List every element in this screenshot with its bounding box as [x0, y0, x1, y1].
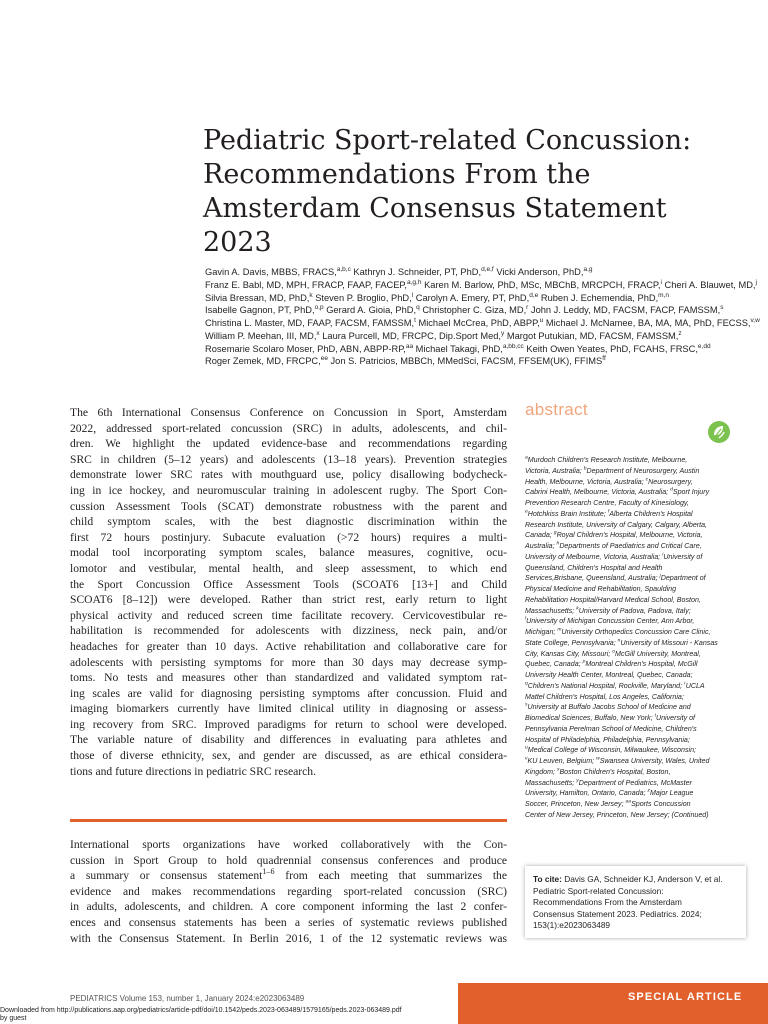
text-run: Sports Concussion	[631, 800, 691, 808]
text-run: Silvia Bressan, MD, PhD,	[205, 292, 310, 303]
text-run: University at Buffalo Jacobs School of Medicine and	[527, 703, 691, 712]
superscript: e	[525, 509, 528, 515]
text-run: evidence and makes recommendations regarding sport-related concussion (SRC)	[70, 884, 507, 898]
superscript: o,p	[314, 304, 324, 312]
affiliation-line	[525, 649, 750, 660]
abstract-body	[70, 405, 507, 779]
text-run: Vicki Anderson, PhD,	[493, 267, 584, 277]
superscript: i	[662, 552, 664, 558]
superscript: v	[525, 756, 528, 762]
text-run: Rosemarie Scolaro Moser, PhD, ABN, ABPP-RP,	[205, 343, 406, 354]
affiliation-line	[525, 745, 750, 756]
text-run: Research Institute, University of Calgary, Calgary, Alberta,	[525, 520, 708, 529]
text-run: Soccer, Princeton, New Jersey;	[525, 800, 626, 808]
superscript: l	[411, 291, 414, 299]
text-run: Center of New Jersey, Princeton, New Jersey; (Continued)	[525, 810, 709, 819]
text-run: Ruben J. Echemendia, PhD,	[538, 292, 659, 303]
abstract-line: demonstrate lower SRC rates with mouthguard use, policy disallowing bodycheck-	[70, 468, 507, 482]
superscript: y	[501, 329, 505, 337]
introduction-body	[70, 837, 507, 946]
section-divider	[70, 819, 507, 822]
text-run: Victoria, Australia;	[525, 466, 584, 475]
text-run: Neurosurgery,	[648, 477, 693, 486]
superscript: t	[654, 713, 656, 719]
intro-line	[70, 868, 507, 884]
text-run: University Orthopedics Concussion Care Clinic,	[561, 628, 711, 636]
download-line: Downloaded from http://publications.aap.org/pediatrics/article-pdf/doi/10.1542/peds.2023-063489/1579165/peds.2023-063489.pdf	[0, 1007, 402, 1014]
text-run: Gerard A. Gioia, PhD,	[323, 305, 417, 316]
text-run: Major League	[649, 789, 694, 798]
superscript: d,e,f	[481, 265, 494, 273]
intro-line	[70, 899, 507, 915]
citation-line: 153(1):e2023063489	[533, 920, 611, 931]
affiliation-line	[525, 756, 750, 767]
affiliation-line	[525, 799, 750, 810]
text-run: UCLA	[685, 681, 705, 690]
abstract-line: dren. We highlight the updated evidence-base and recommendations regarding	[70, 437, 507, 451]
title-line: Amsterdam Consensus Statement	[203, 193, 667, 224]
affiliation-line	[525, 520, 750, 531]
author-line	[205, 266, 745, 279]
text-run: University, Hamilton, Ontario, Canada;	[525, 789, 648, 798]
text-run: Karen M. Barlow, PhD, MSc, MBChB, MRCPCH, FRACP,	[421, 279, 661, 290]
superscript: u	[539, 316, 544, 324]
superscript: q	[416, 304, 420, 312]
text-run: Sport Injury	[672, 488, 710, 497]
superscript: f	[607, 509, 610, 515]
abstract-line: cussion Assessment Tools (SCAT) demonstrate robustness with the parent and	[70, 499, 507, 513]
abstract-heading: abstract	[525, 400, 588, 419]
text-run: Gavin A. Davis, MBBS, FRACS,	[205, 267, 337, 277]
author-line	[205, 278, 757, 292]
superscript: p	[582, 659, 586, 665]
superscript: u	[525, 745, 528, 751]
superscript: l	[525, 616, 527, 622]
text-run: Jon S. Patricios, MBBCh, MMedSci, FACSM, FFSEM(UK), FFIMS	[327, 356, 603, 367]
abstract-line: adolescents with persisting symptoms for more than 30 days may decrease symp-	[70, 655, 507, 669]
text-run: University of Michigan Concussion Center, Ann Arbor,	[526, 617, 695, 626]
affiliation-line	[525, 810, 750, 821]
text-run: University Health Center, Montreal, Quebec, Canada;	[525, 671, 693, 679]
author-line	[205, 316, 760, 330]
abstract-line: lomotor and vestibular, mental health, and sleep assessment, to which end	[70, 561, 507, 575]
superscript: ee	[320, 355, 328, 363]
text-run: Health, Melbourne, Victoria, Australia;	[525, 477, 646, 486]
text-run: Massachusetts;	[525, 778, 577, 787]
affiliation-line	[525, 670, 750, 681]
text-run: Michael J. McNamee, BA, MA, MA, PhD, FECSS,	[543, 318, 751, 328]
affiliation-line	[525, 573, 750, 584]
abstract-line: modal tool incorporating symptom scales, balance measures, cognitive, ocu-	[70, 546, 507, 560]
affiliation-line	[525, 616, 750, 627]
text-run: Michael Takagi, PhD,	[413, 343, 503, 354]
title-line: Pediatric Sport-related Concussion:	[203, 125, 692, 156]
superscript: r	[684, 681, 686, 687]
superscript: a,g,h	[407, 278, 422, 286]
superscript: 1–6	[262, 867, 275, 877]
affiliation-line	[525, 563, 750, 574]
superscript: k	[309, 291, 313, 299]
superscript: w	[596, 756, 600, 762]
abstract-line: ing in ice hockey, and neuromuscular training in adolescent rugby. The Sport Con-	[70, 483, 507, 497]
text-run: Royal Children's Hospital, Melbourne, Victoria,	[556, 531, 703, 540]
superscript: aa	[625, 799, 632, 805]
text-run: Roger Zemek, MD, FRCPC,	[205, 356, 321, 367]
abstract-line: ing scales are valid for diagnosing persisting symptoms after concussion. Fluid and	[70, 686, 507, 700]
text-run: University of Padova, Padova, Italy;	[578, 606, 691, 615]
text-run: from each meeting that summarizes the	[274, 869, 507, 883]
affiliation-line	[525, 487, 750, 498]
text-run: Margot Putukian, MD, FACSM, FAMSSM,	[504, 330, 679, 341]
affiliation-line	[525, 509, 750, 520]
text-run: Queensland, Children's Hospital and Health	[525, 563, 663, 572]
abstract-line: SCOAT6 [8–12]) were developed. Rather than strict rest, early return to light	[70, 593, 507, 607]
superscript: m,n	[658, 291, 670, 299]
text-run: Biomedical Sciences, Buffalo, New York;	[525, 714, 655, 722]
text-run: Physical Medicine and Rehabilitation, Spaulding	[525, 585, 677, 593]
superscript: j	[755, 278, 757, 286]
affiliation-line	[525, 692, 750, 703]
abstract-line: habilitation is recommended for adolescents with dizziness, neck pain, and/or	[70, 624, 507, 638]
abstract-line: imaging biomarkers currently have limited clinical utility in diagnosing or assess-	[70, 702, 507, 716]
text-run: Massachusetts;	[525, 606, 577, 615]
citation-line	[533, 874, 738, 886]
text-run: University of	[655, 714, 696, 722]
text-run: Department of	[660, 574, 706, 583]
text-run: Cabrini Health, Melbourne, Victoria, Australia;	[525, 488, 671, 497]
superscript: y	[576, 778, 579, 784]
superscript: ff	[602, 355, 606, 363]
intro-line	[70, 837, 507, 853]
affiliation-line	[525, 498, 750, 509]
text-run: Franz E. Babl, MD, MPH, FRACP, FAAP, FACEP,	[205, 279, 408, 290]
download-line: by guest	[0, 1015, 27, 1022]
text-run: Department of Pediatrics, McMaster	[578, 778, 692, 787]
superscript: q	[525, 681, 528, 687]
text-run: Hotchkiss Brain Institute;	[527, 509, 608, 518]
superscript: t	[414, 316, 416, 324]
affiliation-line	[525, 767, 750, 778]
intro-line	[70, 931, 507, 947]
superscript: d,e	[529, 291, 539, 299]
affiliation-line	[525, 702, 750, 713]
citation-text: Davis GA, Schneider KJ, Anderson V, et al.	[561, 874, 723, 884]
affiliation-line	[525, 466, 750, 477]
citation-line: Recommendations From the Amsterdam	[533, 897, 682, 908]
text-run: Carolyn A. Emery, PT, PhD,	[413, 292, 530, 303]
text-run: with the Consensus Statement. In Berlin 2016, 1 of the 12 systematic reviews was	[70, 931, 507, 945]
text-run: John J. Leddy, MD, FACSM, FACP, FAMSSM,	[528, 305, 721, 316]
text-run: International sports organizations have worked collaboratively with the Con-	[70, 838, 507, 851]
superscript: i	[660, 278, 662, 286]
text-run: Cheri A. Blauwet, MD,	[661, 279, 756, 290]
superscript: v,w	[750, 316, 760, 324]
text-run: Mattel Children's Hospital, Los Angeles, California;	[525, 692, 684, 701]
text-run: Rehabilitation Hospital/Harvard Medical School, Boston,	[525, 595, 701, 604]
text-run: Kathryn J. Schneider, PT, PhD,	[350, 267, 482, 277]
superscript: n	[617, 638, 621, 644]
journal-footer: PEDIATRICS Volume 153, number 1, January 2024:e2023063489	[70, 994, 305, 1003]
affiliation-line	[525, 552, 750, 563]
text-run: Boston Children's Hospital, Boston,	[559, 767, 671, 776]
affiliation-line	[525, 681, 750, 692]
text-run: Quebec, Canada;	[525, 660, 583, 669]
superscript: k	[576, 606, 579, 612]
abstract-line: those of diverse ethnicity, sex, and gender are discussed, as are ethical considera-	[70, 749, 507, 763]
intro-line	[70, 915, 507, 931]
text-run: Children's National Hospital, Rockville, Maryland;	[527, 681, 685, 690]
text-run: in adults, adolescents, and children. A core component informing the last 2 confer-	[70, 900, 507, 914]
affiliation-line	[525, 713, 750, 724]
superscript: o	[612, 649, 616, 655]
text-run: Medical College of Wisconsin, Milwaukee, Wisconsin;	[527, 746, 696, 755]
author-line	[205, 292, 745, 305]
author-line	[205, 343, 745, 356]
superscript: b	[583, 466, 587, 472]
text-run: Australia;	[525, 542, 557, 550]
abstract-line: 2022, addressed sport-related concussion (SRC) in adults, adolescents, and chil-	[70, 421, 507, 435]
text-run: City, Kansas City, Missouri;	[525, 649, 613, 658]
abstract-line: ing recovery from SRC. Improved paradigms for return to school were developed.	[70, 717, 507, 731]
abstract-line: the Sport Concussion Office Assessment Tools (SCOAT6 [13+] and Child	[70, 577, 507, 591]
download-notice	[0, 1007, 402, 1023]
text-run: Canada;	[525, 531, 554, 540]
abstract-line: The 6th International Consensus Conference on Concussion in Sport, Amsterdam	[70, 406, 507, 419]
text-run: Keith Owen Yeates, PhD, FCAHS, FRSC,	[523, 343, 698, 354]
abstract-line: first 72 hours postinjury. Subacute evaluation (>72 hours) requires a multi-	[70, 530, 507, 544]
abstract-line: physical activity and reduced screen time facilitate recovery. Cervicovestibular re-	[70, 608, 507, 622]
title-line: Recommendations From the	[203, 159, 591, 190]
superscript: s	[525, 702, 528, 708]
abstract-line: toms. No tests and measures other than standardized and validated symptom rat-	[70, 671, 507, 685]
affiliation-line	[525, 541, 750, 552]
author-list	[205, 265, 760, 368]
superscript: m	[557, 627, 562, 633]
intro-line	[70, 853, 507, 869]
affiliation-line	[525, 638, 750, 649]
citation-line: Consensus Statement 2023. Pediatrics. 2024;	[533, 908, 702, 919]
citation-line: Pediatric Sport-related Concussion:	[533, 885, 664, 896]
affiliation-line	[525, 659, 750, 670]
affiliation-line	[525, 477, 750, 488]
superscript: s	[720, 304, 724, 312]
text-run: ences and consensus statements has been a series of systematic reviews published	[70, 915, 507, 929]
citation-label: To cite:	[533, 874, 562, 884]
article-title	[203, 124, 703, 260]
author-line	[205, 330, 745, 343]
superscript: g	[553, 530, 557, 536]
affiliation-line	[525, 595, 750, 606]
superscript: x	[556, 767, 560, 773]
superscript: e,dd	[697, 342, 711, 350]
text-run: Swansea University, Wales, United	[599, 757, 710, 765]
text-run: Isabelle Gagnon, PT, PhD,	[205, 305, 315, 316]
superscript: d	[670, 487, 673, 493]
superscript: aa	[405, 342, 414, 350]
text-run: Michigan;	[525, 628, 558, 636]
citation-box	[525, 866, 746, 938]
text-run: Laura Purcell, MD, FRCPC, Dip.Sport Med,	[319, 330, 502, 341]
article-type-banner	[458, 983, 768, 1024]
superscript: z	[678, 329, 682, 337]
affiliation-line	[525, 735, 750, 746]
superscript: a,bb,cc	[502, 342, 524, 350]
text-run: William P. Meehan, III, MD,	[205, 330, 317, 341]
text-run: Murdoch Children's Research Institute, Melbourne,	[527, 456, 688, 464]
author-line	[205, 355, 745, 368]
superscript: x	[316, 329, 320, 337]
superscript: a	[525, 455, 528, 461]
text-run: Steven P. Broglio, PhD,	[312, 292, 412, 303]
text-run: University of Missouri - Kansas	[620, 638, 718, 647]
affiliation-line	[525, 606, 750, 617]
title-line: 2023	[203, 227, 272, 258]
text-run: University of Melbourne, Victoria, Australia;	[525, 552, 663, 561]
text-run: McGill University, Montreal,	[615, 649, 701, 658]
text-run: Kingdom;	[525, 767, 557, 776]
journal-leaf-icon	[708, 421, 730, 443]
abstract-line: SRC in children (5–12 years) and adolescents (13–18 years). Prevention strategies	[70, 452, 507, 466]
affiliation-line	[525, 530, 750, 541]
abstract-line: child symptom scales, with the best diagnostic discrimination within the	[70, 515, 507, 529]
superscript: c	[645, 477, 649, 483]
author-line	[205, 304, 745, 317]
text-run: Services,Brisbane, Queensland, Australia;	[525, 574, 660, 583]
text-run: University of	[663, 552, 703, 561]
abstract-line: tions and future directions in pediatric SRC research.	[70, 764, 316, 778]
affiliation-line	[525, 724, 750, 735]
text-run: Department of Neurosurgery, Austin	[586, 466, 700, 475]
affiliation-line	[525, 778, 750, 789]
superscript: z	[647, 788, 650, 794]
superscript: j	[659, 573, 661, 579]
text-run: Montreal Children's Hospital, McGill	[585, 660, 698, 669]
text-run: Departments of Paediatrics and Critical Care,	[559, 542, 702, 550]
abstract-line: headaches for greater than 10 days. Active rehabilitation and collaborative care for	[70, 639, 507, 653]
text-run: Christopher C. Giza, MD,	[419, 305, 527, 316]
text-run: State College, Pennsylvania;	[525, 638, 618, 647]
affiliation-line	[525, 627, 750, 638]
text-run: cussion in Sport Group to hold quadrennial consensus conferences and produce	[70, 853, 507, 867]
text-run: KU Leuven, Belgium;	[527, 757, 597, 765]
abstract-line: The variable nature of disability and differences in evaluating para athletes and	[70, 733, 507, 747]
affiliation-line	[525, 455, 750, 466]
text-run: Michael McCrea, PhD, ABPP,	[415, 318, 540, 328]
text-run: Alberta Children's Hospital	[609, 509, 693, 518]
affiliation-line	[525, 788, 750, 799]
text-run: Pennsylvania Perelman School of Medicine, Children's	[525, 724, 697, 733]
text-run: Hospital of Philadelphia, Philadelphia, Pennsylvania;	[525, 735, 690, 744]
superscript: a,b,c	[336, 265, 351, 273]
intro-line	[70, 884, 507, 900]
superscript: h	[556, 541, 560, 547]
affiliations	[525, 455, 750, 821]
article-type-label: SPECIAL ARTICLE	[628, 991, 743, 1003]
superscript: r	[526, 304, 529, 312]
text-run: Prevention Research Centre, Faculty of Kinesiology,	[525, 499, 689, 507]
affiliation-line	[525, 584, 750, 595]
text-run: a summary or consensus statement	[70, 869, 263, 883]
text-run: Christina L. Master, MD, FAAP, FACSM, FAMSSM,	[205, 318, 415, 328]
superscript: a,g	[583, 265, 593, 273]
